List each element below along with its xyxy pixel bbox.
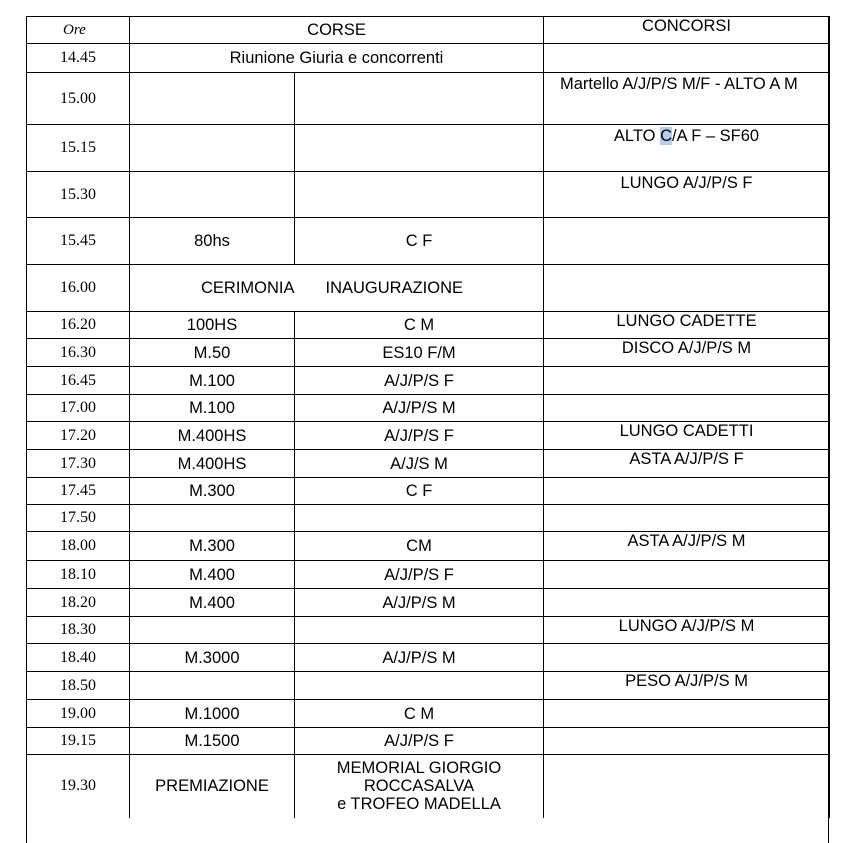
time-cell: 17.20 bbox=[27, 422, 130, 450]
concorsi-cell bbox=[544, 265, 830, 312]
event-cell: 100HS bbox=[130, 312, 295, 339]
table-row bbox=[27, 728, 830, 755]
event-cell: M.400HS bbox=[130, 422, 295, 450]
concorsi-cell: Martello A/J/P/S M/F - ALTO A M bbox=[544, 73, 830, 125]
category-cell: INAUGURAZIONE bbox=[295, 265, 544, 312]
concorsi-cell: PESO A/J/P/S M bbox=[544, 672, 830, 700]
table-row bbox=[27, 450, 830, 478]
table-row bbox=[27, 218, 830, 265]
event-cell bbox=[130, 73, 295, 125]
event-cell: CERIMONIA bbox=[130, 265, 295, 312]
table-row bbox=[27, 755, 830, 818]
table-row bbox=[27, 44, 830, 73]
time-cell: 17.30 bbox=[27, 450, 130, 478]
category-cell: A/J/P/S F bbox=[295, 367, 544, 395]
concorsi-cell bbox=[544, 218, 830, 265]
event-cell: M.1500 bbox=[130, 728, 295, 755]
concorsi-cell bbox=[544, 755, 830, 818]
table-row bbox=[27, 395, 830, 422]
time-cell: 14.45 bbox=[27, 44, 130, 73]
concorsi-cell bbox=[544, 561, 830, 589]
time-cell: 19.30 bbox=[27, 755, 130, 818]
category-line: MEMORIAL GIORGIO bbox=[336, 759, 502, 777]
schedule-table bbox=[26, 16, 830, 818]
time-cell: 18.20 bbox=[27, 589, 130, 617]
concorsi-cell bbox=[544, 728, 830, 755]
category-cell: A/J/P/S F bbox=[295, 561, 544, 589]
event-cell bbox=[130, 672, 295, 700]
table-row bbox=[27, 422, 830, 450]
table-row bbox=[27, 672, 830, 700]
text-selection-highlight: C bbox=[660, 127, 672, 145]
table-row bbox=[27, 312, 830, 339]
concorsi-cell: LUNGO CADETTI bbox=[544, 422, 830, 450]
category-cell: ES10 F/M bbox=[295, 339, 544, 367]
event-cell bbox=[130, 172, 295, 218]
time-cell: 16.00 bbox=[27, 265, 130, 312]
event-cell: 80hs bbox=[130, 218, 295, 265]
time-cell: 17.50 bbox=[27, 505, 130, 532]
category-cell: CM bbox=[295, 532, 544, 561]
concorsi-cell bbox=[544, 700, 830, 728]
concorsi-cell: LUNGO A/J/P/S M bbox=[544, 617, 830, 644]
time-cell: 16.20 bbox=[27, 312, 130, 339]
table-row bbox=[27, 367, 830, 395]
page-left-rule bbox=[26, 816, 27, 843]
time-cell: 15.30 bbox=[27, 172, 130, 218]
category-cell: A/J/P/S M bbox=[295, 644, 544, 672]
page-right-rule bbox=[828, 16, 829, 843]
table-row bbox=[27, 73, 830, 125]
event-cell bbox=[130, 505, 295, 532]
table-row bbox=[27, 532, 830, 561]
table-row bbox=[27, 561, 830, 589]
category-cell bbox=[295, 172, 544, 218]
event-cell: M.300 bbox=[130, 532, 295, 561]
time-cell: 18.50 bbox=[27, 672, 130, 700]
category-cell bbox=[295, 125, 544, 172]
event-cell: M.400 bbox=[130, 561, 295, 589]
event-cell: M.300 bbox=[130, 478, 295, 505]
header-time: Ore bbox=[27, 17, 130, 44]
event-cell: M.400HS bbox=[130, 450, 295, 478]
event-cell bbox=[130, 617, 295, 644]
concorsi-text-pre: ALTO bbox=[613, 127, 661, 145]
concorsi-cell: LUNGO A/J/P/S F bbox=[544, 172, 830, 218]
table-row bbox=[27, 125, 830, 172]
table-row bbox=[27, 617, 830, 644]
category-line: ROCCASALVA bbox=[363, 777, 475, 795]
span-cell: Riunione Giuria e concorrenti bbox=[130, 44, 544, 73]
time-cell: 15.00 bbox=[27, 73, 130, 125]
table-row bbox=[27, 700, 830, 728]
event-cell: M.400 bbox=[130, 589, 295, 617]
concorsi-cell bbox=[544, 589, 830, 617]
table-row bbox=[27, 265, 830, 312]
category-cell bbox=[295, 73, 544, 125]
event-cell: M.100 bbox=[130, 367, 295, 395]
category-cell bbox=[295, 617, 544, 644]
concorsi-cell bbox=[544, 478, 830, 505]
time-cell: 15.15 bbox=[27, 125, 130, 172]
event-cell: M.100 bbox=[130, 395, 295, 422]
time-cell: 16.45 bbox=[27, 367, 130, 395]
category-line: e TROFEO MADELLA bbox=[337, 795, 501, 813]
concorsi-cell bbox=[544, 367, 830, 395]
category-cell: C F bbox=[295, 478, 544, 505]
concorsi-cell bbox=[544, 44, 830, 73]
concorsi-cell bbox=[544, 644, 830, 672]
concorsi-cell: ASTA A/J/P/S F bbox=[544, 450, 830, 478]
time-cell: 19.00 bbox=[27, 700, 130, 728]
event-cell: PREMIAZIONE bbox=[130, 755, 295, 818]
event-cell: M.50 bbox=[130, 339, 295, 367]
concorsi-cell bbox=[544, 125, 830, 172]
time-cell: 18.40 bbox=[27, 644, 130, 672]
concorsi-cell bbox=[544, 395, 830, 422]
header-row bbox=[27, 17, 830, 44]
time-cell: 19.15 bbox=[27, 728, 130, 755]
event-cell: M.3000 bbox=[130, 644, 295, 672]
time-cell: 18.30 bbox=[27, 617, 130, 644]
category-cell: C M bbox=[295, 312, 544, 339]
category-cell: A/J/P/S F bbox=[295, 422, 544, 450]
time-cell: 17.00 bbox=[27, 395, 130, 422]
table-row bbox=[27, 339, 830, 367]
time-cell: 18.00 bbox=[27, 532, 130, 561]
header-concorsi: CONCORSI bbox=[544, 17, 830, 44]
header-corse: CORSE bbox=[130, 17, 544, 44]
concorsi-cell: DISCO A/J/P/S M bbox=[544, 339, 830, 367]
concorsi-cell: LUNGO CADETTE bbox=[544, 312, 830, 339]
category-cell: A/J/P/S M bbox=[295, 589, 544, 617]
table-row bbox=[27, 478, 830, 505]
time-cell: 16.30 bbox=[27, 339, 130, 367]
table-row bbox=[27, 644, 830, 672]
time-cell: 15.45 bbox=[27, 218, 130, 265]
table-row bbox=[27, 589, 830, 617]
time-cell: 17.45 bbox=[27, 478, 130, 505]
concorsi-cell bbox=[544, 505, 830, 532]
category-cell: A/J/P/S M bbox=[295, 395, 544, 422]
concorsi-text-post: /A F – SF60 bbox=[671, 127, 760, 145]
event-cell bbox=[130, 125, 295, 172]
time-cell: 18.10 bbox=[27, 561, 130, 589]
category-cell: A/J/P/S F bbox=[295, 728, 544, 755]
category-cell: A/J/S M bbox=[295, 450, 544, 478]
event-cell: M.1000 bbox=[130, 700, 295, 728]
category-cell: C F bbox=[295, 218, 544, 265]
category-cell bbox=[295, 672, 544, 700]
table-row bbox=[27, 505, 830, 532]
table-row bbox=[27, 172, 830, 218]
category-cell bbox=[295, 755, 544, 818]
category-cell: C M bbox=[295, 700, 544, 728]
category-cell bbox=[295, 505, 544, 532]
concorsi-cell: ASTA A/J/P/S M bbox=[544, 532, 830, 561]
